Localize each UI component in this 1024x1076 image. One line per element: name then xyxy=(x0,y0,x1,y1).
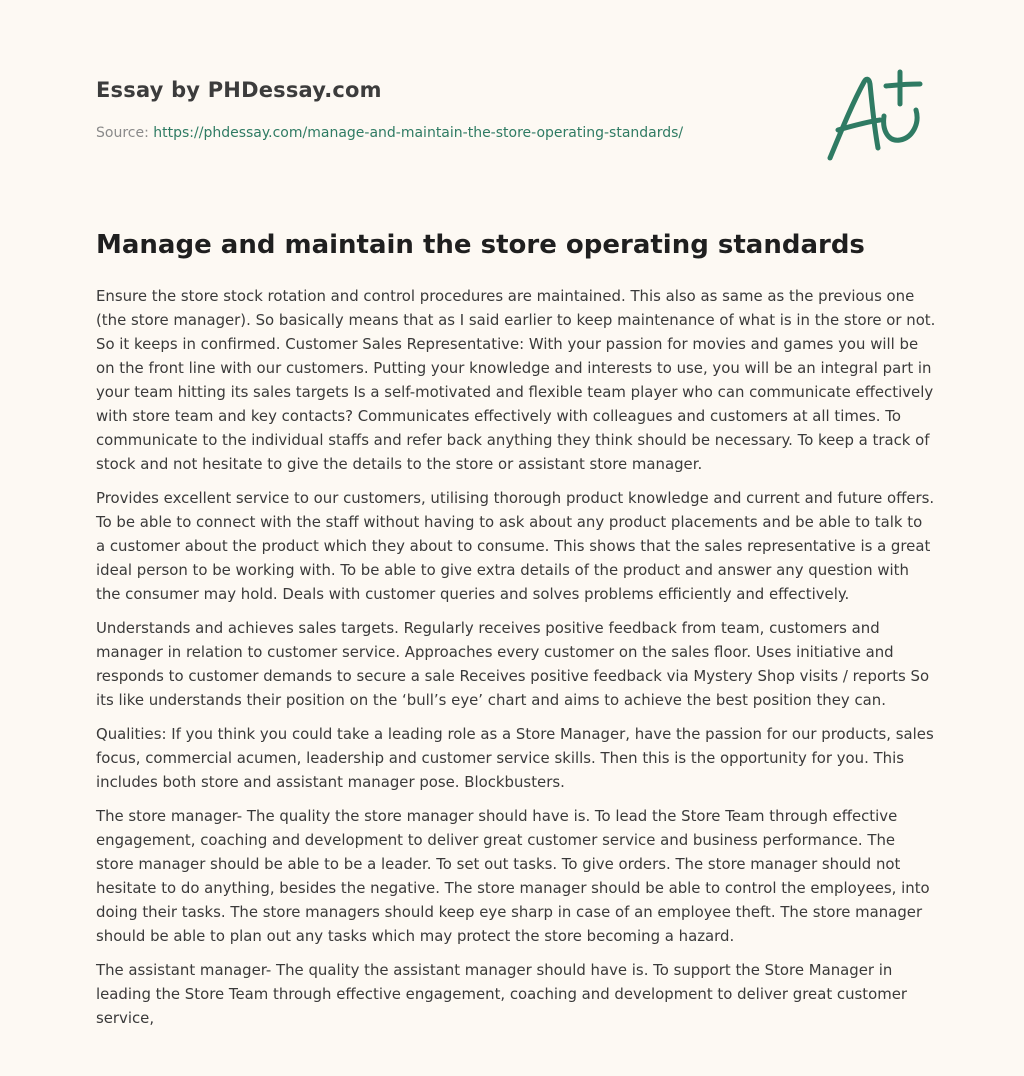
essay-paragraph: Ensure the store stock rotation and control procedures are maintained. This also as same as the previous one (the store manager). So basically means that as I said earlier to keep maintenance of what is in the store or not. So it keeps in confirmed. Customer Sales Representative: With your passion for movies and games you will be on the front line with our customers. Putting your knowledge and interests to use, you will be an integral part in your team hitting its sales targets Is a self-motivated and flexible team player who can communicate effectively with store team and key contacts? Communicates effectively with colleagues and customers at all times. To communicate to the individual staffs and refer back anything they think should be necessary. To keep a track of stock and not hesitate to give the details to the store or assistant store manager. xyxy=(96,287,936,473)
essay-body xyxy=(96,284,936,1040)
essay-header xyxy=(96,76,796,142)
source-link[interactable]: https://phdessay.com/manage-and-maintain-the-store-operating-standards/ xyxy=(153,125,684,141)
essay-title: Manage and maintain the store operating standards xyxy=(96,230,865,260)
essay-paragraph: Qualities: If you think you could take a leading role as a Store Manager, have the passion for our products, sales focus, commercial acumen, leadership and customer service skills. Then this is the opportunity for you. This includes both store and assistant manager pose. Blockbusters. xyxy=(96,725,934,791)
essay-paragraph: The assistant manager- The quality the assistant manager should have is. To support the Store Manager in leading the Store Team through effective engagement, coaching and development to deliver great customer service, xyxy=(96,961,908,1027)
essay-paragraph: Understands and achieves sales targets. Regularly receives positive feedback from team, customers and manager in relation to customer service. Approaches every customer on the sales floor. Uses initiative and responds to customer demands to secure a sale Receives positive feedback via Mystery Shop visits / reports So its like understands their position on the ‘bull’s eye’ chart and aims to achieve the best position they can. xyxy=(96,619,930,709)
source-label: Source: xyxy=(96,125,149,141)
site-brand: Essay by PHDessay.com xyxy=(96,78,382,102)
a-plus-logo-icon xyxy=(820,64,930,168)
essay-paragraph: The store manager- The quality the store manager should have is. To lead the Store Team through effective engagement, coaching and development to deliver great customer service and business performance. The store manager should be able to be a leader. To set out tasks. To give orders. The store manager should not hesitate to do anything, besides the negative. The store manager should be able to control the employees, into doing their tasks. The store managers should keep eye sharp in case of an employee theft. The store manager should be able to plan out any tasks which may protect the store becoming a hazard. xyxy=(96,807,930,945)
source-line xyxy=(96,124,796,142)
essay-paragraph: Provides excellent service to our customers, utilising thorough product knowledge and current and future offers. To be able to connect with the staff without having to ask about any product placements and be able to talk to a customer about the product which they about to consume. This shows that the sales representative is a great ideal person to be working with. To be able to give extra details of the product and answer any question with the consumer may hold. Deals with customer queries and solves problems efficiently and effectively. xyxy=(96,489,935,603)
